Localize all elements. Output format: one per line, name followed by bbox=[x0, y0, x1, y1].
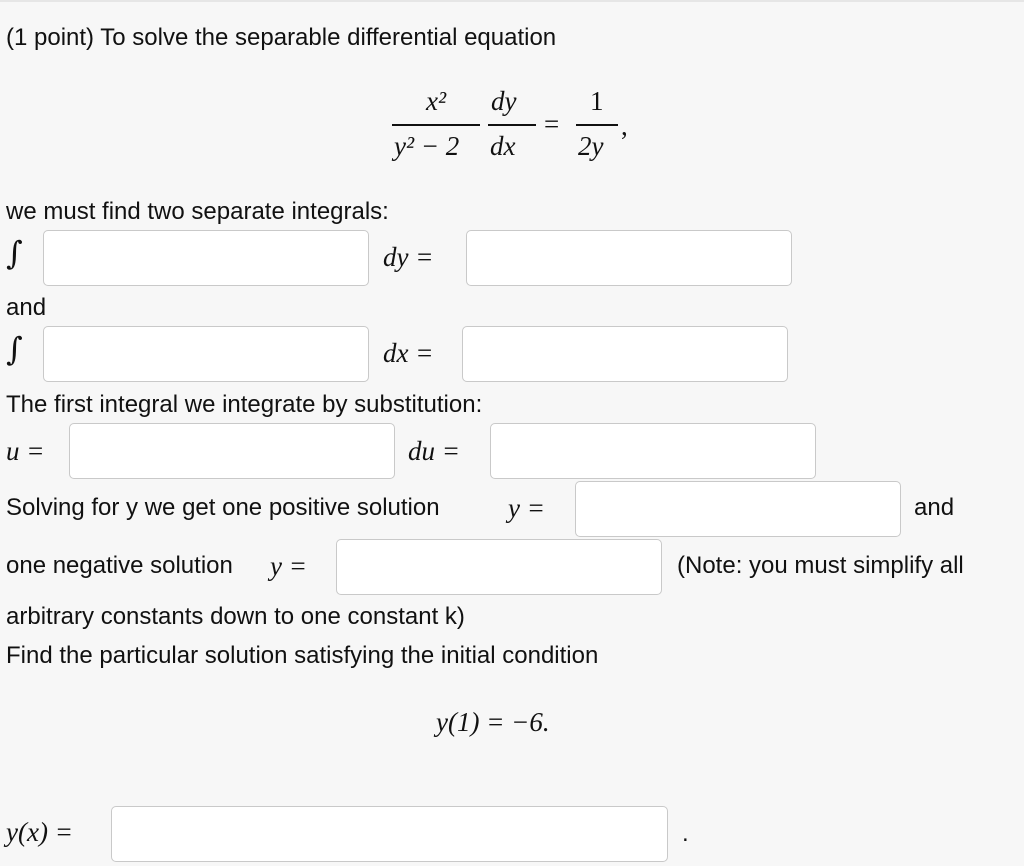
equation-numerator-2: dy bbox=[491, 86, 517, 116]
fraction-bar-3 bbox=[576, 124, 618, 126]
positive-solution-lead: Solving for y we get one positive solution bbox=[6, 494, 440, 521]
particular-solution-input[interactable] bbox=[111, 806, 668, 862]
equation-numerator-1: x² bbox=[426, 86, 447, 116]
integrals-lead: we must find two separate integrals: bbox=[6, 198, 389, 225]
equation-denominator-2: dx bbox=[490, 131, 516, 161]
dx-label: dx = bbox=[383, 338, 434, 368]
integrals-connector: and bbox=[6, 294, 47, 321]
problem-intro: (1 point) To solve the separable differential equation bbox=[6, 24, 557, 51]
fraction-bar-1 bbox=[392, 124, 480, 126]
equation-denominator-1: y² − 2 bbox=[394, 131, 460, 161]
u-label: u = bbox=[6, 436, 45, 466]
solutions-and: and bbox=[914, 494, 955, 521]
positive-solution-input[interactable] bbox=[575, 481, 901, 537]
integral-sign-icon: ∫ bbox=[6, 234, 23, 272]
y-positive-label: y = bbox=[508, 493, 545, 523]
integral-dy-result-input[interactable] bbox=[466, 230, 792, 286]
simplify-note: (Note: you must simplify all bbox=[677, 552, 964, 579]
negative-solution-input[interactable] bbox=[336, 539, 662, 595]
equation-numerator-3: 1 bbox=[590, 86, 604, 116]
substitution-lead: The first integral we integrate by substitution: bbox=[6, 391, 483, 418]
top-divider bbox=[0, 0, 1024, 2]
initial-condition: y(1) = −6. bbox=[436, 707, 550, 737]
equation-comma: , bbox=[621, 111, 628, 141]
particular-solution-label: y(x) = bbox=[6, 817, 73, 847]
integrand-dx-input[interactable] bbox=[43, 326, 369, 382]
initial-condition-lead: Find the particular solution satisfying the initial condition bbox=[6, 642, 599, 669]
equation-equals: = bbox=[544, 109, 560, 139]
du-input[interactable] bbox=[490, 423, 816, 479]
integrand-dy-input[interactable] bbox=[43, 230, 369, 286]
u-substitution-input[interactable] bbox=[69, 423, 395, 479]
integral-dx-result-input[interactable] bbox=[462, 326, 788, 382]
fraction-bar-2 bbox=[488, 124, 536, 126]
y-negative-label: y = bbox=[270, 551, 307, 581]
negative-solution-lead: one negative solution bbox=[6, 552, 233, 579]
final-period: . bbox=[682, 820, 689, 847]
integral-sign-icon: ∫ bbox=[6, 330, 23, 368]
dy-label: dy = bbox=[383, 242, 434, 272]
equation-denominator-3: 2y bbox=[578, 131, 604, 161]
simplify-note-continued: arbitrary constants down to one constant k) bbox=[6, 603, 465, 630]
du-label: du = bbox=[408, 436, 460, 466]
